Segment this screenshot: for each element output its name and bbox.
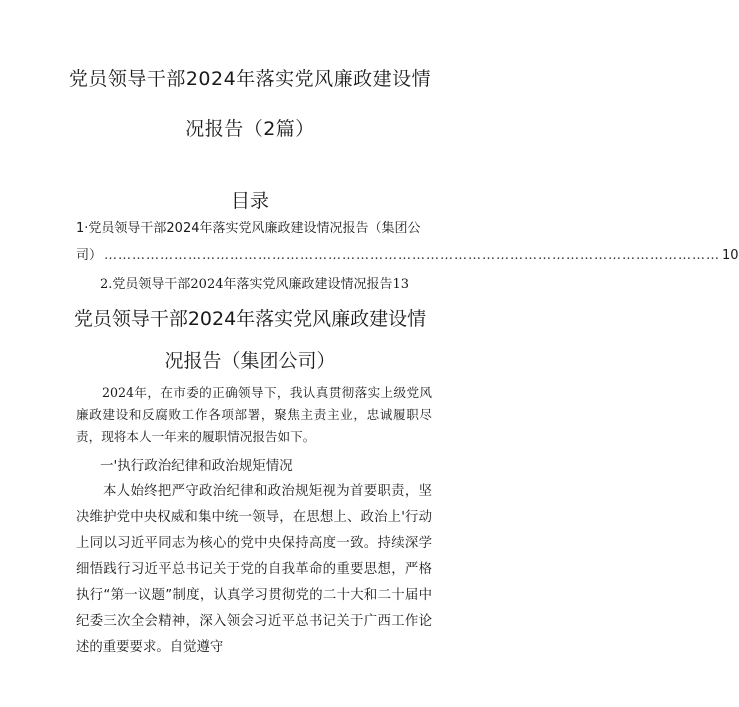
toc-item-2[interactable]: 2.党员领导干部2024年落实党风廉政建设情况报告13 xyxy=(100,277,410,292)
toc-item-1[interactable]: 1·党员领导干部2024年落实党风廉政建设情况报告（集团公 xyxy=(76,221,421,236)
document-title-line1: 党员领导干部2024年落实党风廉政建设情 xyxy=(68,68,432,90)
toc-heading: 目录 xyxy=(230,190,269,212)
toc-item-1-line2: 司） xyxy=(76,248,103,263)
toc-item-1-continued[interactable] xyxy=(76,244,739,263)
document-title-line2: 况报告（2篇） xyxy=(185,118,315,140)
section-1-heading: 一'执行政治纪律和政治规矩情况 xyxy=(100,458,293,474)
article-title-line2: 况报告（集团公司） xyxy=(164,350,336,372)
section-1-body: 本人始终把严守政治纪律和政治规矩视为首要职责，坚决维护党中央权威和集中统一领导，在思想上、政治上'行动上同以习近平同志为核心的党中央保持高度一致。持续深学细悟践行习近平总书记关于党的自我革命的重要思想，严格执行“第一议题”制度，认真学习贯彻党的二十大和二十届中纪委三次全会精神，深入领会习近平总书记关于广西工作论述的重要要求。自觉遵守 xyxy=(76,484,432,655)
toc-leader-dots: …………………………………………………………………………………………………………………… xyxy=(104,248,721,263)
article-title-line1: 党员领导干部2024年落实党风廉政建设情 xyxy=(73,308,427,330)
toc-item-1-page: 10 xyxy=(722,248,739,263)
intro-paragraph: 2024年，在市委的正确领导下，我认真贯彻落实上级党风廉政建设和反腐败工作各项部署，聚焦主责主业，忠诚履职尽责，现将本人一年来的履职情况报告如下。 xyxy=(76,385,432,444)
